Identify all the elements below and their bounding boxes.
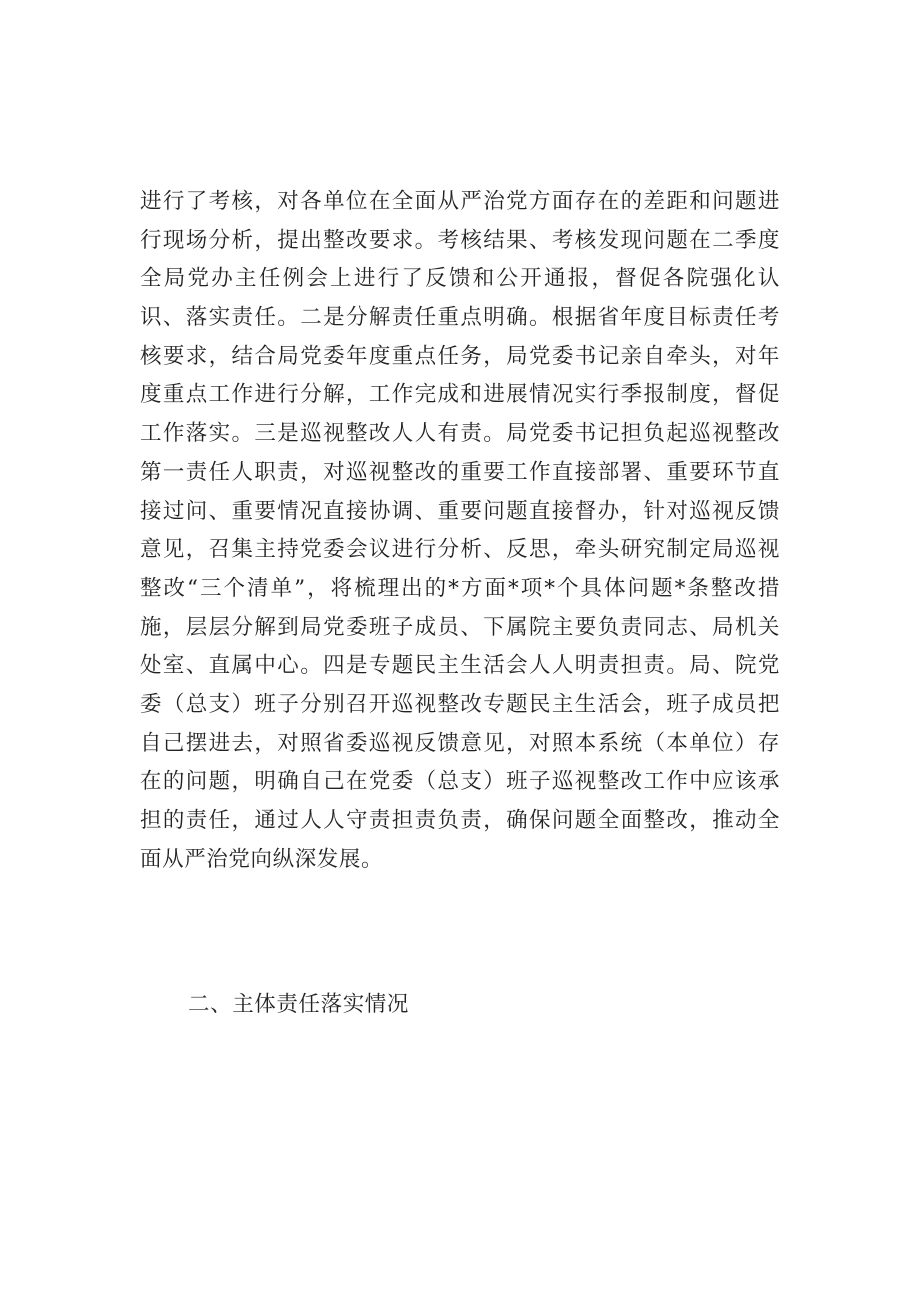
paragraph-line: 行现场分析，提出整改要求。考核结果、考核发现问题在二季度	[140, 227, 780, 253]
paragraph-line: 核要求，结合局党委年度重点任务，局党委书记亲自牵头，对年	[140, 343, 780, 369]
paragraph-line: 识、落实责任。二是分解责任重点明确。根据省年度目标责任考	[140, 305, 780, 331]
paragraph-line: 在的问题，明确自己在党委（总支）班子巡视整改工作中应该承	[140, 769, 780, 795]
paragraph-line: 全局党办主任例会上进行了反馈和公开通报，督促各院强化认	[140, 266, 780, 292]
body-paragraph	[140, 183, 780, 879]
paragraph-line: 处室、直属中心。四是专题民主生活会人人明责担责。局、院党	[140, 653, 780, 679]
paragraph-line: 第一责任人职责，对巡视整改的重要工作直接部署、重要环节直	[140, 459, 780, 485]
paragraph-line: 施，层层分解到局党委班子成员、下属院主要负责同志、局机关	[140, 614, 780, 640]
paragraph-line: 进行了考核，对各单位在全面从严治党方面存在的差距和问题进	[140, 189, 780, 214]
paragraph-line: 意见，召集主持党委会议进行分析、反思，牵头研究制定局巡视	[140, 537, 780, 563]
paragraph-line: 委（总支）班子分别召开巡视整改专题民主生活会，班子成员把	[140, 691, 780, 717]
paragraph-line: 面从严治党向纵深发展。	[140, 846, 384, 872]
paragraph-line: 度重点工作进行分解，工作完成和进展情况实行季报制度，督促	[140, 382, 780, 408]
paragraph-line: 整改“三个清单”，将梳理出的*方面*项*个具体问题*条整改措	[140, 575, 780, 601]
paragraph-line: 接过问、重要情况直接协调、重要问题直接督办，针对巡视反馈	[140, 498, 780, 524]
paragraph-line: 工作落实。三是巡视整改人人有责。局党委书记担负起巡视整改	[140, 421, 780, 447]
paragraph-line: 自己摆进去，对照省委巡视反馈意见，对照本系统（本单位）存	[140, 730, 780, 756]
paragraph-line: 担的责任，通过人人守责担责负责，确保问题全面整改，推动全	[140, 808, 780, 833]
section-heading: 二、主体责任落实情况	[188, 992, 410, 1017]
